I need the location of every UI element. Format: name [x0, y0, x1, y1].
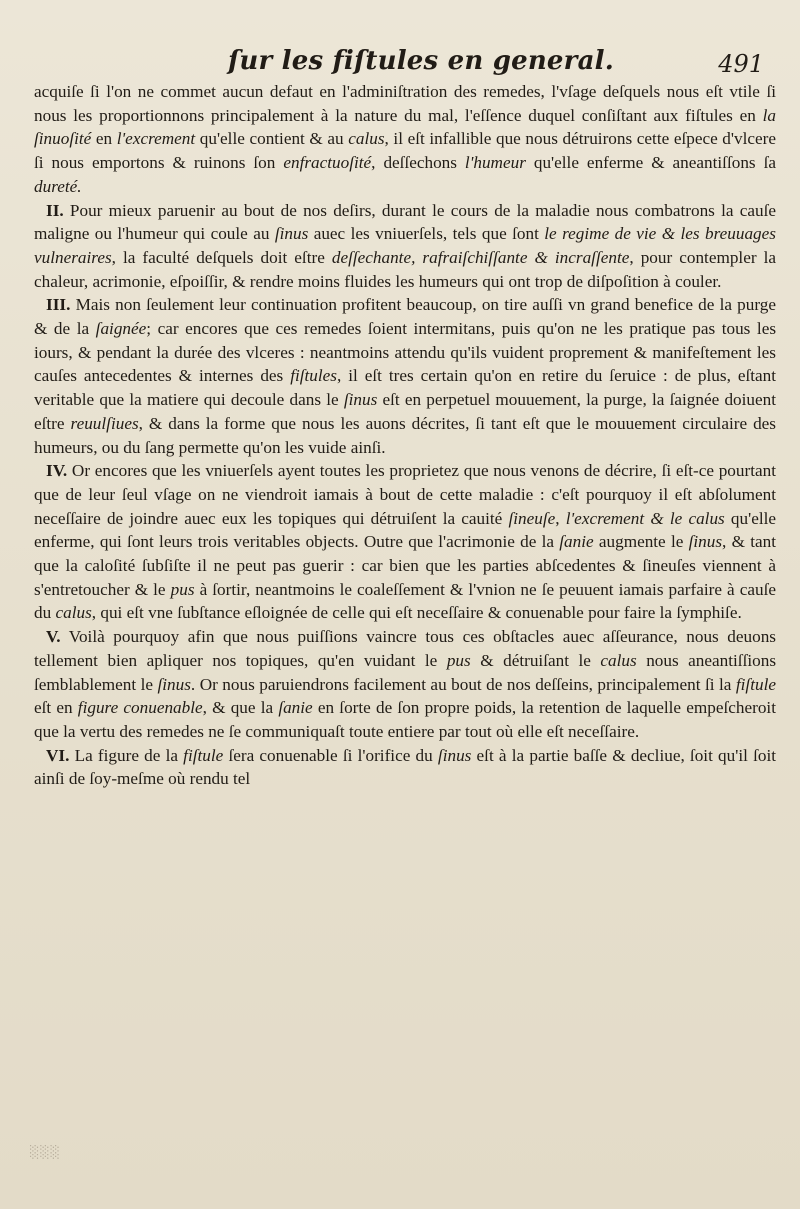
text-run: & détruiſant le: [470, 650, 601, 670]
text-run: qu'elle contient & au: [195, 129, 349, 149]
italic-term: ſanie: [559, 532, 594, 552]
body-text: [34, 80, 776, 791]
paragraph-number: VI.: [46, 745, 70, 765]
text-run: , qui eſt vne ſubſtance eſloignée de celle qui eſt neceſſaire & conuenable pour faire la ſymphiſe.: [91, 603, 742, 623]
italic-term: ſaignée: [95, 319, 147, 339]
text-run: , la faculté deſquels doit eſtre: [111, 247, 332, 267]
text-run: qu'elle enferme & aneantiſſons ſa: [525, 153, 776, 173]
paragraph-number: II.: [46, 200, 64, 220]
italic-term: la ſinuoſité: [34, 105, 776, 149]
italic-term: ſinus: [437, 745, 472, 765]
text-run: . Or nous paruiendrons facilement au bout de nos deſſeins, principalement ſi la: [190, 674, 736, 694]
paragraph-VI: [34, 744, 776, 791]
text-run: nous aneantiſſions ſemblablement le: [34, 650, 777, 694]
italic-term: reuulſiues: [70, 413, 139, 433]
text-run: Mais non ſeulement leur continuation profitent beaucoup, on tire auſſi vn grand benefice de la purge & de la: [34, 295, 776, 339]
paragraph-number: III.: [46, 295, 71, 315]
text-run: eſt à la partie baſſe & decliue, ſoit qu'il ſoit ainſi de ſoy-meſme où rendu tel: [34, 745, 776, 789]
text-run: , deſſechons: [371, 153, 465, 173]
italic-term: figure conuenable: [77, 698, 203, 718]
text-run: , pour contempler la chaleur, acrimonie, eſpoiſſir, & rendre moins fluides les humeurs qui ont trop de diſpoſition à couler.: [34, 247, 776, 291]
text-run: ; car encores que ces remedes ſoient intermitans, puis qu'on ne les pratique pas tous les iours, & pendant la durée des vlceres : neantmoins attendu qu'ils vuident proprement & manifeſtement les cauſes antecedentes & internes des: [34, 319, 777, 386]
italic-term: fiſtules: [290, 366, 337, 386]
italic-term: calus: [55, 603, 92, 623]
italic-term: fiſtule: [735, 674, 776, 694]
paragraph-intro: [34, 80, 776, 199]
text-run: auec les vniuerſels, tels que ſont: [308, 224, 545, 244]
page-number: 491: [718, 50, 764, 78]
italic-term: le regime de vie & les breuuages vulneraires: [34, 224, 776, 267]
text-run: eſt en: [34, 698, 78, 718]
text-run: en: [91, 129, 117, 149]
italic-term: enfractuoſité: [283, 153, 372, 173]
text-run: Voilà pourquoy afin que nous puiſſions vaincre tous ces obſtacles auec aſſeurance, nous deuons tellement bien apliquer nos topiques, qu'en vuidant le: [34, 627, 776, 670]
paragraph-IV: [34, 459, 776, 625]
text-run: , & tant que la caloſité ſubſiſte il ne peut pas guerir : car bien que les parties abſcedentes & ſineuſes viennent à s'entretoucher & le: [34, 532, 776, 599]
italic-term: fiſtule: [183, 745, 224, 765]
italic-term: ſinus: [343, 390, 378, 410]
paragraph-II: [34, 199, 776, 294]
italic-term: ſineuſe: [508, 508, 556, 528]
text-run: augmente le: [593, 532, 689, 552]
italic-term: calus: [348, 129, 385, 149]
italic-term: calus: [600, 650, 637, 670]
text-run: Or encores que les vniuerſels ayent toutes les proprietez que nous venons de décrire, ſi eſt-ce pourtant que de leur ſeul vſage on ne viendroit iamais à bout de cette maladie : c'eſt pourquoy il eſt abſolument neceſſaire de joindre auec eux les topiques qui détruiſent la cauité: [34, 461, 776, 528]
ink-smudge: ░░░: [30, 1145, 61, 1159]
italic-term: l'excrement & le calus: [565, 508, 725, 528]
text-run: , il eſt infallible que nous détruirons cette eſpece d'vlcere ſi nous emportons & ruinons ſon: [34, 129, 776, 173]
italic-term: ſinus: [688, 532, 723, 552]
text-run: , & dans la forme que nous les auons décrites, ſi tant eſt que le mouuement circulaire des humeurs, ou du ſang permette qu'on les vuide ainſi.: [34, 413, 776, 457]
paragraph-V: [34, 625, 776, 744]
italic-term: pus: [446, 650, 471, 670]
text-run: acquiſe ſi l'on ne commet aucun defaut en l'adminiſtration des remedes, l'vſage deſquels nous eſt vtile ſi nous les proportionnons principalement à la nature du mal, l'eſſence duquel conſiſtant aux fiſtules en: [34, 82, 776, 125]
running-head: ſur les fiſtules en general.: [228, 46, 614, 76]
italic-term: deſſechante, rafraiſchiſſante & incraſſente: [331, 247, 630, 267]
text-run: , & que la: [202, 698, 279, 718]
text-run: qu'elle enferme, qui ſont leurs trois veritables objects. Outre que l'acrimonie de la: [34, 508, 776, 552]
italic-term: l'humeur: [464, 153, 526, 173]
text-run: ,: [555, 508, 566, 528]
page-header: [0, 44, 800, 84]
text-run: Pour mieux paruenir au bout de nos deſirs, durant le cours de la maladie nous combatrons la cauſe maligne ou l'humeur qui coule au: [34, 200, 776, 244]
text-run: eſt en perpetuel mouuement, la purge, la ſaignée doiuent eſtre: [34, 390, 777, 433]
text-run: La figure de la: [69, 745, 184, 765]
paragraph-number: IV.: [46, 461, 68, 481]
italic-term: ſinus: [274, 224, 309, 244]
text-run: à ſortir, neantmoins le coaleſſement & l'vnion ne ſe peuuent iamais parfaire à cauſe du: [34, 579, 776, 623]
italic-term: ſanie: [278, 698, 313, 718]
italic-term: l'excrement: [116, 129, 196, 149]
paragraph-number: V.: [46, 627, 61, 647]
italic-term: ſinus: [157, 674, 191, 694]
italic-term: dureté.: [34, 176, 82, 196]
text-run: ſera conuenable ſi l'orifice du: [223, 745, 438, 765]
text-run: en ſorte de ſon propre poids, la retention de laquelle empeſcheroit que la vertu des remedes ne ſe communiquaſt toute entiere par tout où elle eſt neceſſaire.: [34, 698, 776, 741]
text-run: , il eſt tres certain qu'on en retire du ſeruice : de plus, eſtant veritable que la matiere qui decoule dans le: [34, 366, 776, 410]
paragraph-III: [34, 293, 776, 459]
italic-term: pus: [170, 579, 195, 599]
